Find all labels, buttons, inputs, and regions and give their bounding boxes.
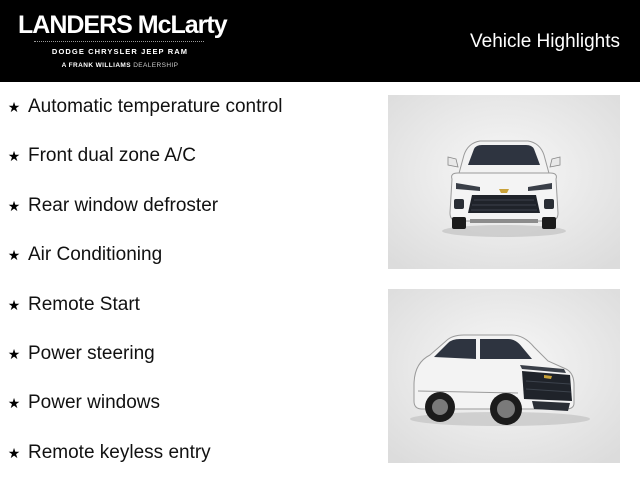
star-icon: ★ bbox=[7, 345, 21, 362]
feature-item bbox=[6, 188, 218, 224]
logo-tagline-light: DEALERSHIP bbox=[133, 62, 179, 69]
feature-label: Power windows bbox=[28, 392, 160, 413]
suv-front-image bbox=[388, 95, 620, 269]
star-icon: ★ bbox=[7, 147, 21, 164]
star-icon: ★ bbox=[7, 296, 21, 313]
feature-label: Power steering bbox=[28, 343, 155, 364]
feature-item bbox=[6, 336, 155, 372]
star-icon: ★ bbox=[7, 246, 21, 263]
star-icon: ★ bbox=[7, 98, 21, 115]
dealer-logo[interactable] bbox=[0, 0, 240, 82]
logo-tagline bbox=[36, 62, 204, 69]
feature-item bbox=[6, 287, 140, 323]
star-icon: ★ bbox=[7, 394, 21, 411]
vehicle-photo-side[interactable] bbox=[388, 289, 620, 463]
logo-name: LANDERS McLarty bbox=[18, 11, 227, 39]
header-bar bbox=[0, 0, 640, 82]
feature-label: Rear window defroster bbox=[28, 195, 219, 216]
suv-side-image bbox=[388, 289, 620, 463]
feature-label: Automatic temperature control bbox=[28, 96, 283, 117]
feature-label: Remote Start bbox=[28, 294, 140, 315]
feature-label: Remote keyless entry bbox=[28, 442, 211, 463]
vehicle-photo-front[interactable] bbox=[388, 95, 620, 269]
feature-label: Air Conditioning bbox=[28, 244, 163, 265]
logo-divider bbox=[34, 41, 204, 42]
feature-item bbox=[6, 385, 160, 421]
logo-subtitle: DODGE CHRYSLER JEEP RAM bbox=[51, 47, 189, 56]
feature-item bbox=[6, 89, 283, 125]
star-icon: ★ bbox=[7, 197, 21, 214]
feature-item bbox=[6, 435, 211, 471]
star-icon: ★ bbox=[7, 444, 21, 461]
logo-tagline-bold: A FRANK WILLIAMS bbox=[61, 62, 131, 69]
feature-item bbox=[6, 237, 162, 273]
page-title: Vehicle Highlights bbox=[470, 31, 620, 52]
feature-item bbox=[6, 138, 196, 174]
feature-label: Front dual zone A/C bbox=[28, 145, 196, 166]
